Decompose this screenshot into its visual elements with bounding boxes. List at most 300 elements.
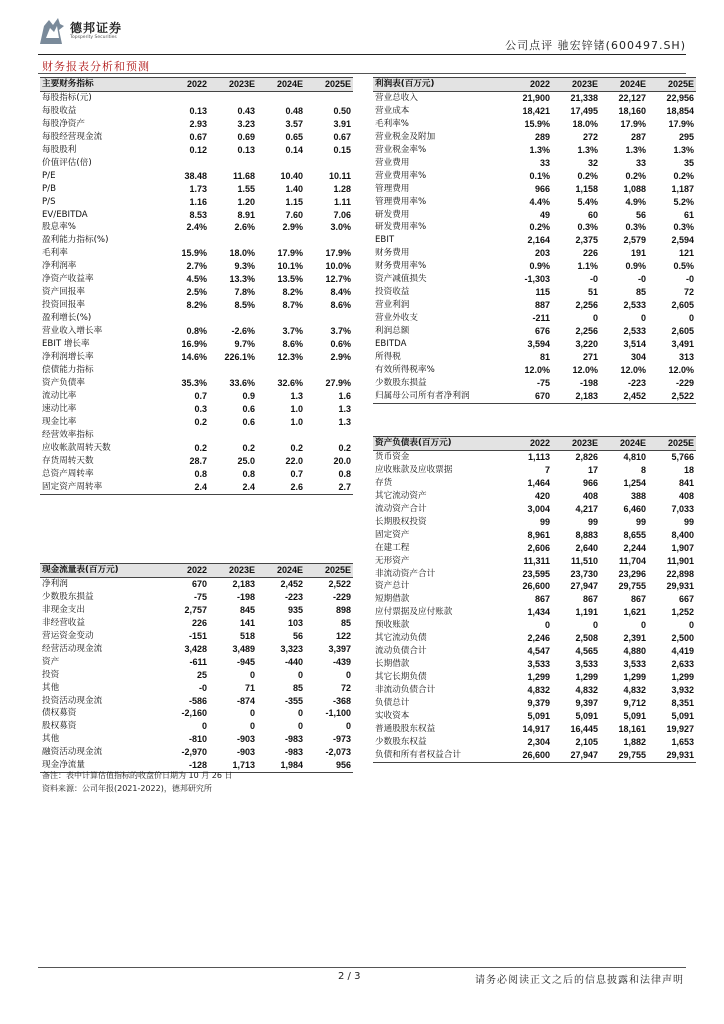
cell-value: 0.50 bbox=[333, 105, 351, 116]
table-row bbox=[40, 591, 353, 604]
cell-value: 27,947 bbox=[570, 581, 598, 592]
cell-value: 85 bbox=[292, 682, 303, 693]
row-label: EBIT 增长率 bbox=[42, 339, 90, 350]
cell-value: 0.2% bbox=[673, 170, 694, 181]
cell-value: 1,191 bbox=[575, 607, 598, 618]
cell-value: 2,522 bbox=[328, 578, 351, 589]
row-label: 净利润增长率 bbox=[42, 352, 94, 363]
cell-value: -151 bbox=[188, 630, 207, 641]
cell-value: 3.91 bbox=[333, 118, 351, 129]
cell-value bbox=[161, 429, 209, 442]
table-row bbox=[373, 723, 696, 736]
cell-value: 5,091 bbox=[671, 711, 694, 722]
table-row bbox=[40, 403, 353, 416]
cell-value: 0.13 bbox=[189, 105, 207, 116]
cell-value: 1.3% bbox=[673, 144, 694, 155]
cell-value bbox=[305, 234, 353, 247]
table-row bbox=[40, 312, 353, 325]
cell-value: 12.0% bbox=[620, 364, 646, 375]
cell-value: 6,460 bbox=[623, 503, 646, 514]
row-label: 融资活动现金流 bbox=[42, 747, 103, 758]
row-label: 净资产收益率 bbox=[42, 274, 94, 285]
table-row bbox=[40, 299, 353, 312]
row-label: 流动资产合计 bbox=[375, 503, 427, 514]
cell-value: 17,495 bbox=[570, 105, 598, 116]
year-header: 2023E bbox=[552, 437, 600, 451]
cell-value: 56 bbox=[635, 209, 646, 220]
table-row bbox=[40, 144, 353, 157]
cell-value: 0 bbox=[201, 721, 207, 732]
cell-value: 17.9% bbox=[277, 248, 303, 259]
cell-value bbox=[209, 157, 257, 170]
cell-value: 388 bbox=[630, 490, 646, 501]
row-label: 毛利率 bbox=[42, 248, 68, 259]
cell-value: 1.73 bbox=[189, 183, 207, 194]
cell-value: 0.3% bbox=[673, 222, 694, 233]
cell-value: 2,594 bbox=[671, 235, 694, 246]
cell-value: 0.5% bbox=[673, 261, 694, 272]
table-header-row bbox=[373, 437, 696, 451]
table-row bbox=[373, 450, 696, 463]
cell-value: 15.9% bbox=[524, 118, 550, 129]
cell-value: 0.8% bbox=[186, 326, 207, 337]
cell-value: 8.91 bbox=[237, 209, 255, 220]
cell-value: 1,464 bbox=[527, 477, 550, 488]
key-indicators-table bbox=[40, 77, 353, 495]
row-label: 投资活动现金流 bbox=[42, 695, 103, 706]
row-label: 营业费用率% bbox=[375, 170, 427, 181]
cell-value: 9,712 bbox=[623, 698, 646, 709]
table-row bbox=[40, 105, 353, 118]
cell-value bbox=[161, 234, 209, 247]
cell-value: 3,004 bbox=[527, 503, 550, 514]
cell-value: 27.9% bbox=[325, 377, 351, 388]
cell-value: 5,091 bbox=[575, 711, 598, 722]
cell-value: 11,901 bbox=[666, 555, 694, 566]
cell-value: 2.6% bbox=[234, 222, 255, 233]
cell-value: 7.06 bbox=[333, 209, 351, 220]
table-row bbox=[373, 144, 696, 157]
cell-value: 670 bbox=[191, 578, 207, 589]
cell-value: 8.7% bbox=[282, 300, 303, 311]
cell-value: 9.3% bbox=[234, 261, 255, 272]
table-row bbox=[40, 170, 353, 183]
cell-value: 4,419 bbox=[671, 646, 694, 657]
cell-value: 85 bbox=[340, 617, 351, 628]
cell-value: 1,299 bbox=[575, 672, 598, 683]
table-row bbox=[373, 749, 696, 762]
year-header: 2023E bbox=[209, 564, 257, 578]
disclaimer: 请务必阅读正文之后的信息披露和法律声明 bbox=[475, 975, 684, 986]
cell-value: 0.14 bbox=[285, 144, 303, 155]
row-label: 价值评估(倍) bbox=[42, 157, 92, 168]
row-label: 应收账款及应收票据 bbox=[375, 464, 453, 475]
table-row bbox=[373, 312, 696, 325]
table-row bbox=[373, 464, 696, 477]
cell-value: 2,183 bbox=[552, 390, 600, 403]
cell-value: 2.7% bbox=[186, 261, 207, 272]
row-label: 营业费用 bbox=[375, 157, 410, 168]
cell-value: 22,956 bbox=[666, 92, 694, 103]
table-row bbox=[373, 273, 696, 286]
cell-value bbox=[161, 364, 209, 377]
cell-value: 0.2 bbox=[290, 442, 303, 453]
table-row bbox=[373, 516, 696, 529]
table-row bbox=[373, 247, 696, 260]
cell-value: 0.8 bbox=[338, 468, 351, 479]
cell-value: 203 bbox=[534, 248, 550, 259]
cell-value: 1.0 bbox=[290, 416, 303, 427]
cell-value: 9,397 bbox=[575, 698, 598, 709]
cell-value: 287 bbox=[630, 131, 646, 142]
row-label: 投资回报率 bbox=[42, 300, 85, 311]
cell-value: 2,256 bbox=[575, 300, 598, 311]
cell-value: 0.1% bbox=[529, 170, 550, 181]
cell-value: 71 bbox=[244, 682, 255, 693]
cell-value bbox=[257, 364, 305, 377]
cell-value: 8.2% bbox=[186, 300, 207, 311]
cell-value: 0.3% bbox=[577, 222, 598, 233]
table-row bbox=[40, 260, 353, 273]
cell-value: 2,375 bbox=[575, 235, 598, 246]
year-header: 2025E bbox=[648, 78, 696, 92]
table-row bbox=[40, 247, 353, 260]
cell-value: 2.5% bbox=[186, 287, 207, 298]
cell-value: 99 bbox=[587, 516, 598, 527]
row-label: 固定资产周转率 bbox=[40, 481, 161, 494]
cell-value: 32 bbox=[587, 157, 598, 168]
logo-icon bbox=[38, 16, 66, 46]
cell-value: -2,970 bbox=[181, 747, 207, 758]
cell-value: 3,533 bbox=[575, 659, 598, 670]
cell-value: 4.5% bbox=[186, 274, 207, 285]
cell-value: 0.6 bbox=[242, 416, 255, 427]
cell-value: -611 bbox=[189, 656, 207, 667]
cell-value: 0.12 bbox=[189, 144, 207, 155]
year-header: 2024E bbox=[600, 78, 648, 92]
cell-value: 5,091 bbox=[623, 711, 646, 722]
cell-value: 26,600 bbox=[522, 581, 550, 592]
row-label: P/B bbox=[42, 183, 56, 194]
cell-value: 35 bbox=[683, 157, 694, 168]
row-label: 长期股权投资 bbox=[375, 516, 427, 527]
year-header: 2025E bbox=[305, 564, 353, 578]
cell-value: 11,510 bbox=[570, 555, 598, 566]
cell-value: 295 bbox=[678, 131, 694, 142]
cell-value: 0 bbox=[345, 721, 351, 732]
cell-value: 0.67 bbox=[189, 131, 207, 142]
table-row bbox=[40, 643, 353, 656]
cell-value: 518 bbox=[239, 630, 255, 641]
row-label: P/S bbox=[42, 196, 56, 207]
cell-value: 867 bbox=[534, 594, 550, 605]
cell-value: 3,428 bbox=[184, 643, 207, 654]
cell-value: -586 bbox=[188, 695, 207, 706]
row-label: 每股净资产 bbox=[42, 118, 85, 129]
cell-value: -2,073 bbox=[325, 747, 351, 758]
cell-value: 0.2% bbox=[577, 170, 598, 181]
cell-value: 3,533 bbox=[623, 659, 646, 670]
cell-value: 2,183 bbox=[232, 578, 255, 589]
table-row bbox=[40, 630, 353, 643]
cell-value: 5,766 bbox=[671, 451, 694, 462]
cell-value: 81 bbox=[539, 352, 550, 363]
table-row bbox=[373, 645, 696, 658]
cell-value: 4,832 bbox=[623, 685, 646, 696]
cell-value: 122 bbox=[335, 630, 351, 641]
cell-value: 1,299 bbox=[671, 672, 694, 683]
row-label: 现金净流量 bbox=[40, 759, 161, 772]
cell-value: 0.8 bbox=[194, 468, 207, 479]
cell-value: 11.68 bbox=[232, 170, 255, 181]
cell-value: 61 bbox=[683, 209, 694, 220]
table-row bbox=[373, 105, 696, 118]
cell-value: -355 bbox=[284, 695, 303, 706]
cell-value: 2.6 bbox=[257, 481, 305, 494]
table-row bbox=[373, 209, 696, 222]
row-label: 盈利能力指标(%) bbox=[42, 235, 109, 246]
cell-value: 18,161 bbox=[618, 723, 646, 734]
row-label: 经营效率指标 bbox=[42, 429, 94, 440]
cell-value: 0 bbox=[297, 669, 303, 680]
row-label: 债权募资 bbox=[42, 708, 77, 719]
row-label: 少数股东权益 bbox=[375, 736, 427, 747]
row-label: 每股股利 bbox=[42, 144, 77, 155]
cell-value: 29,755 bbox=[618, 581, 646, 592]
cell-value: 0 bbox=[592, 313, 598, 324]
cell-value: 35.3% bbox=[181, 377, 207, 388]
cell-value: 1,713 bbox=[209, 759, 257, 772]
cell-value: 18.0% bbox=[229, 248, 255, 259]
row-label: 流动比率 bbox=[42, 390, 77, 401]
cell-value: 8,883 bbox=[575, 529, 598, 540]
cell-value bbox=[257, 312, 305, 325]
table-row bbox=[373, 325, 696, 338]
row-label: 股息率% bbox=[42, 222, 76, 233]
cell-value: 898 bbox=[335, 604, 351, 615]
cell-value: 1.6 bbox=[338, 390, 351, 401]
cell-value: 4.9% bbox=[625, 196, 646, 207]
cell-value: 0 bbox=[249, 721, 255, 732]
cell-value bbox=[161, 91, 209, 104]
cell-value: 1,984 bbox=[257, 759, 305, 772]
cell-value: 5.4% bbox=[577, 196, 598, 207]
cell-value: 2,522 bbox=[648, 390, 696, 403]
cell-value: 12.0% bbox=[524, 364, 550, 375]
cell-value: 304 bbox=[630, 352, 646, 363]
cell-value: 0.65 bbox=[285, 131, 303, 142]
table-row bbox=[40, 377, 353, 390]
row-label: 速动比率 bbox=[42, 403, 77, 414]
cell-value: 0.69 bbox=[237, 131, 255, 142]
cell-value: 1,621 bbox=[623, 607, 646, 618]
cell-value: 0.2 bbox=[338, 442, 351, 453]
cell-value: 103 bbox=[287, 617, 303, 628]
row-label: 营业总收入 bbox=[375, 92, 418, 103]
row-label: 营业税金率% bbox=[375, 144, 427, 155]
table-row bbox=[40, 131, 353, 144]
table-row bbox=[40, 273, 353, 286]
table-row bbox=[373, 377, 696, 390]
cell-value: 3,533 bbox=[527, 659, 550, 670]
table-row bbox=[40, 209, 353, 222]
table-row bbox=[373, 503, 696, 516]
table-row bbox=[373, 170, 696, 183]
cell-value: 56 bbox=[292, 630, 303, 641]
cell-value: 2,640 bbox=[575, 542, 598, 553]
cell-value: 33 bbox=[539, 157, 550, 168]
cell-value: 0.67 bbox=[333, 131, 351, 142]
row-label: 存货周转天数 bbox=[42, 455, 94, 466]
cell-value: -223 bbox=[627, 377, 646, 388]
cell-value: 1.3% bbox=[577, 144, 598, 155]
table-row bbox=[40, 364, 353, 377]
table-row bbox=[373, 697, 696, 710]
cell-value: 0 bbox=[544, 620, 550, 631]
table-row bbox=[40, 91, 353, 104]
row-label: 净利润率 bbox=[42, 261, 77, 272]
cell-value: 18 bbox=[683, 464, 694, 475]
cell-value: 28.7 bbox=[189, 455, 207, 466]
cell-value: 23,296 bbox=[618, 568, 646, 579]
cell-value: 667 bbox=[678, 594, 694, 605]
cell-value: 10.40 bbox=[280, 170, 303, 181]
cell-value bbox=[305, 157, 353, 170]
cell-value: 22,127 bbox=[618, 92, 646, 103]
cell-value: 191 bbox=[630, 248, 646, 259]
cell-value: 0 bbox=[592, 620, 598, 631]
row-label: 经营活动现金流 bbox=[42, 643, 103, 654]
cell-value: 0.9% bbox=[529, 261, 550, 272]
cell-value: 2,244 bbox=[623, 542, 646, 553]
cell-value: -128 bbox=[161, 759, 209, 772]
cell-value: -440 bbox=[284, 656, 303, 667]
row-label: 普通股股东权益 bbox=[375, 723, 436, 734]
cell-value: 0.6% bbox=[330, 339, 351, 350]
balance-sheet-table bbox=[373, 436, 696, 763]
table-row bbox=[373, 619, 696, 632]
cell-value: -0 bbox=[589, 274, 598, 285]
cell-value: 4,832 bbox=[575, 685, 598, 696]
cell-value: 23,730 bbox=[570, 568, 598, 579]
table-row bbox=[373, 183, 696, 196]
year-header: 2025E bbox=[305, 78, 353, 92]
cell-value: 2.4% bbox=[186, 222, 207, 233]
cell-value: 11,704 bbox=[618, 555, 646, 566]
cell-value: 51 bbox=[587, 287, 598, 298]
cell-value: 4,565 bbox=[575, 646, 598, 657]
cell-value: 4,810 bbox=[623, 451, 646, 462]
row-label: 实收资本 bbox=[375, 711, 410, 722]
cell-value: 226 bbox=[191, 617, 207, 628]
row-label: EBITDA bbox=[375, 339, 407, 350]
cell-value: 2,452 bbox=[280, 578, 303, 589]
cell-value: 1,907 bbox=[671, 542, 694, 553]
cell-value: 0 bbox=[688, 313, 694, 324]
row-label: 每股指标(元) bbox=[42, 92, 92, 103]
table-row bbox=[40, 442, 353, 455]
table-row bbox=[40, 656, 353, 669]
cell-value: 32.6% bbox=[277, 377, 303, 388]
row-label: 每股收益 bbox=[42, 105, 77, 116]
row-label: 营业税金及附加 bbox=[375, 131, 436, 142]
table-row bbox=[40, 234, 353, 247]
table-title: 利润表(百万元) bbox=[373, 78, 504, 92]
cell-value: 0.8 bbox=[242, 468, 255, 479]
cell-value: -1,303 bbox=[524, 274, 550, 285]
cell-value: 3,220 bbox=[575, 339, 598, 350]
cell-value: 14.6% bbox=[181, 352, 207, 363]
cell-value: 966 bbox=[534, 183, 550, 194]
cell-value: 2,452 bbox=[600, 390, 648, 403]
row-label: 营业利润 bbox=[375, 300, 410, 311]
table-row bbox=[373, 529, 696, 542]
cell-value: -198 bbox=[579, 377, 598, 388]
row-label: 财务费用 bbox=[375, 248, 410, 259]
cell-value: 16,445 bbox=[570, 723, 598, 734]
cell-value: 2,164 bbox=[527, 235, 550, 246]
row-label: 股权募资 bbox=[42, 721, 77, 732]
cell-value: 966 bbox=[582, 477, 598, 488]
cell-value: 0.9% bbox=[625, 261, 646, 272]
cell-value: -75 bbox=[536, 377, 550, 388]
row-label: 其它长期负债 bbox=[375, 672, 427, 683]
table-row bbox=[40, 682, 353, 695]
cell-value: 19,927 bbox=[666, 723, 694, 734]
cell-value: -198 bbox=[236, 591, 255, 602]
cell-value: 0.13 bbox=[237, 144, 255, 155]
cell-value: 1,882 bbox=[623, 736, 646, 747]
cell-value: 3,489 bbox=[232, 643, 255, 654]
cell-value: 9,379 bbox=[527, 698, 550, 709]
row-label: EBIT bbox=[375, 235, 395, 246]
cell-value: 226 bbox=[582, 248, 598, 259]
table-row bbox=[40, 669, 353, 682]
cell-value: 2.93 bbox=[189, 118, 207, 129]
year-header: 2024E bbox=[600, 437, 648, 451]
table-row bbox=[373, 555, 696, 568]
page-number: 2 / 3 bbox=[338, 971, 361, 982]
report-header: 公司点评 驰宏锌锗(600497.SH) bbox=[505, 39, 686, 52]
cell-value: 1.0 bbox=[290, 403, 303, 414]
cell-value: 1.3 bbox=[290, 390, 303, 401]
cell-value: 5,091 bbox=[527, 711, 550, 722]
cell-value: 2.4 bbox=[209, 481, 257, 494]
row-label: 非现金支出 bbox=[42, 604, 85, 615]
table-row bbox=[373, 118, 696, 131]
cell-value: 841 bbox=[678, 477, 694, 488]
row-label: 投资收益 bbox=[375, 287, 410, 298]
table-row bbox=[373, 658, 696, 671]
cell-value: -211 bbox=[532, 313, 550, 324]
table-row bbox=[40, 617, 353, 630]
row-label: 无形资产 bbox=[375, 555, 410, 566]
table-row bbox=[373, 351, 696, 364]
cell-value bbox=[305, 364, 353, 377]
cell-value: 3,932 bbox=[671, 685, 694, 696]
cell-value: 1.40 bbox=[285, 183, 303, 194]
cell-value: 1,254 bbox=[623, 477, 646, 488]
cell-value: 2.7 bbox=[305, 481, 353, 494]
table-row bbox=[373, 390, 696, 403]
row-label: 其它流动负债 bbox=[375, 633, 427, 644]
cell-value: 867 bbox=[630, 594, 646, 605]
row-label: 长期借款 bbox=[375, 659, 410, 670]
row-label: 固定资产 bbox=[375, 529, 410, 540]
table-row bbox=[373, 580, 696, 593]
cell-value: 33.6% bbox=[229, 377, 255, 388]
row-label: 应付票据及应付账款 bbox=[375, 607, 453, 618]
